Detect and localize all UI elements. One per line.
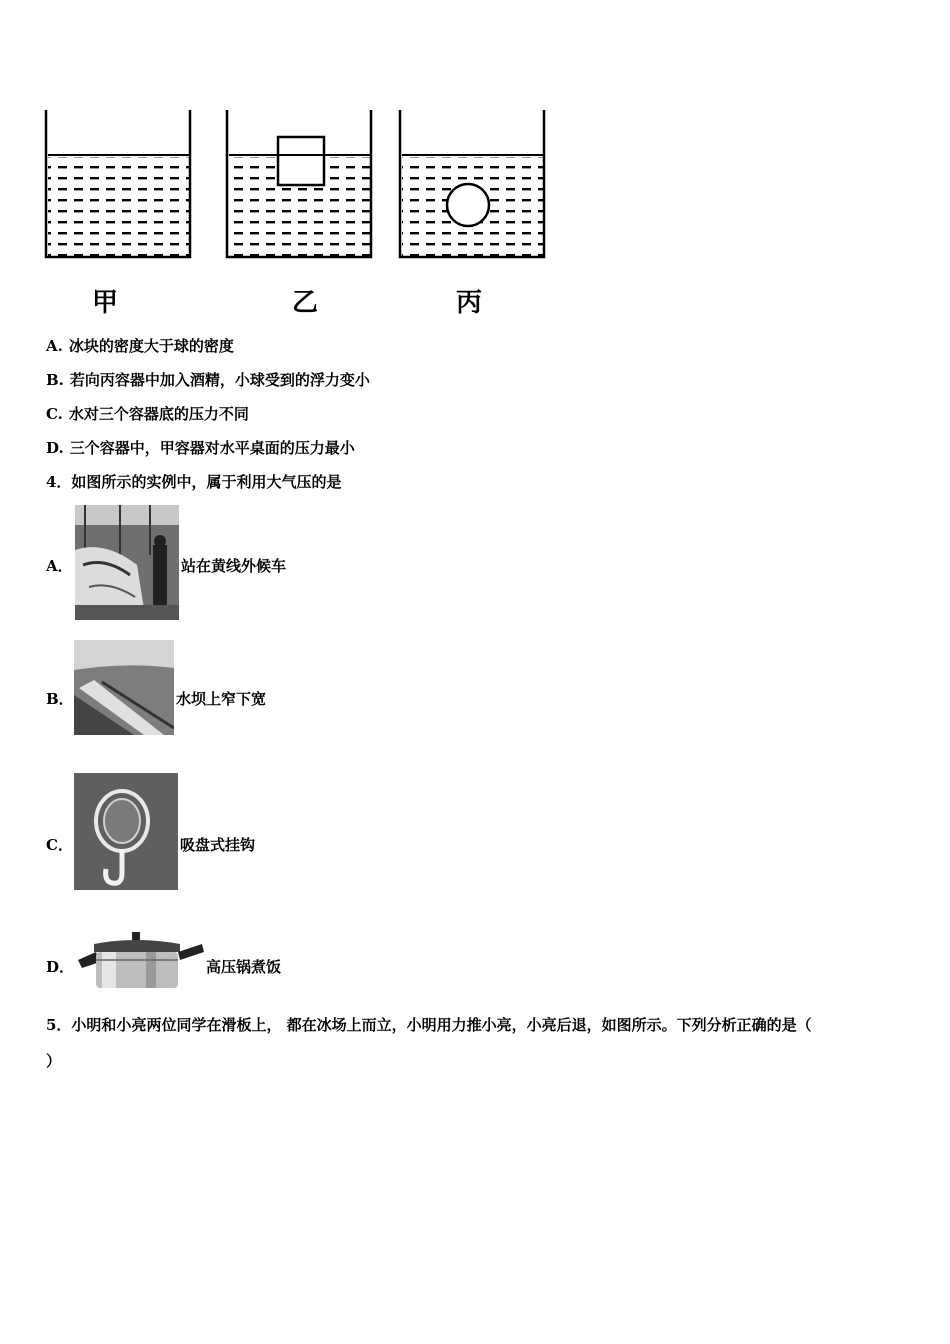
option-text: 水对三个容器底的压力不同 xyxy=(68,405,249,423)
q5-stem: 5．小明和小亮两位同学在滑板上， 都在冰场上而立，小明用力推小亮，小亮后退，如图所示。下列分析正确的是（ xyxy=(46,1016,812,1034)
q5-stem-end: ） xyxy=(46,1052,62,1070)
option-label: C. xyxy=(46,405,63,423)
dam-photo xyxy=(74,640,174,735)
q4-option-c-label: C． xyxy=(46,836,73,854)
option-label: A. xyxy=(46,337,63,355)
option-text: 若向丙容器中加入酒精，小球受到的浮力变小 xyxy=(69,371,370,389)
q3-option-d xyxy=(46,438,355,458)
q4-option-c-text: 吸盘式挂钩 xyxy=(180,836,256,854)
figure-label-jia: 甲 xyxy=(92,288,119,318)
q4-option-b-text: 水坝上窄下宽 xyxy=(176,690,267,708)
q4-option-a-text: 站在黄线外候车 xyxy=(181,557,287,575)
container-jia xyxy=(46,110,190,257)
option-text: 冰块的密度大于球的密度 xyxy=(68,337,234,355)
q4-stem: 4．如图所示的实例中，属于利用大气压的是 xyxy=(46,473,342,491)
figure-label-yi: 乙 xyxy=(292,288,319,318)
q4-option-d-text: 高压锅煮饭 xyxy=(206,958,282,976)
train-photo xyxy=(75,505,179,620)
q4-option-d-label: D． xyxy=(46,958,75,976)
q3-option-a xyxy=(46,336,234,356)
q3-option-b xyxy=(46,370,370,390)
figure-label-bing: 丙 xyxy=(456,288,483,318)
q4-option-b-label: B． xyxy=(46,690,74,708)
q4-option-a-label: A． xyxy=(46,557,73,575)
option-label: B. xyxy=(46,371,64,389)
containers-figure xyxy=(40,105,560,270)
option-label: D. xyxy=(46,439,64,457)
option-text: 三个容器中，甲容器对水平桌面的压力最小 xyxy=(69,439,355,457)
container-yi xyxy=(227,110,371,257)
suction-hook-photo xyxy=(74,773,178,890)
container-bing xyxy=(400,110,544,257)
q3-option-c xyxy=(46,404,249,424)
pressure-cooker-photo xyxy=(76,930,204,990)
